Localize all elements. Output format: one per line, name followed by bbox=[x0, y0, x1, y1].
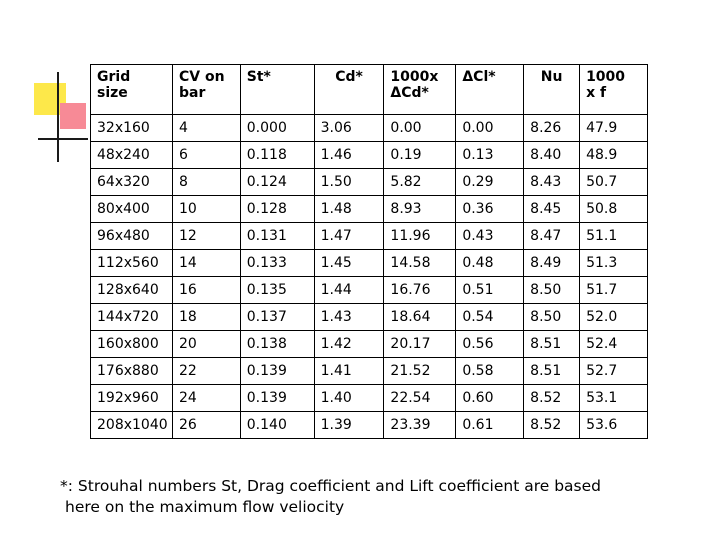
cell-delta-cd: 16.76 bbox=[384, 277, 456, 304]
cell-cd: 1.40 bbox=[314, 385, 384, 412]
cell-nu: 8.51 bbox=[524, 331, 580, 358]
cell-st: 0.135 bbox=[240, 277, 314, 304]
cell-delta-cd: 0.19 bbox=[384, 142, 456, 169]
cell-delta-cl: 0.43 bbox=[456, 223, 524, 250]
cell-delta-cd: 21.52 bbox=[384, 358, 456, 385]
cell-st: 0.000 bbox=[240, 115, 314, 142]
cell-grid-size: 112x560 bbox=[91, 250, 173, 277]
cell-cv-on-bar: 16 bbox=[172, 277, 240, 304]
cell-grid-size: 144x720 bbox=[91, 304, 173, 331]
footnote bbox=[60, 476, 680, 518]
cell-cv-on-bar: 22 bbox=[172, 358, 240, 385]
table-header-row bbox=[91, 65, 648, 115]
cell-grid-size: 48x240 bbox=[91, 142, 173, 169]
table-row bbox=[91, 331, 648, 358]
cell-delta-cl: 0.36 bbox=[456, 196, 524, 223]
cell-frequency: 52.7 bbox=[580, 358, 648, 385]
cell-delta-cd: 22.54 bbox=[384, 385, 456, 412]
table-row bbox=[91, 385, 648, 412]
cell-grid-size: 128x640 bbox=[91, 277, 173, 304]
cell-frequency: 48.9 bbox=[580, 142, 648, 169]
cell-delta-cl: 0.13 bbox=[456, 142, 524, 169]
cell-grid-size: 208x1040 bbox=[91, 412, 173, 439]
cell-delta-cl: 0.56 bbox=[456, 331, 524, 358]
cell-delta-cl: 0.51 bbox=[456, 277, 524, 304]
table-row bbox=[91, 196, 648, 223]
cell-st: 0.131 bbox=[240, 223, 314, 250]
cell-nu: 8.49 bbox=[524, 250, 580, 277]
header-frequency: 1000 x f bbox=[580, 65, 648, 115]
table-row bbox=[91, 142, 648, 169]
cell-nu: 8.43 bbox=[524, 169, 580, 196]
cell-cv-on-bar: 8 bbox=[172, 169, 240, 196]
cell-delta-cl: 0.54 bbox=[456, 304, 524, 331]
cell-delta-cl: 0.61 bbox=[456, 412, 524, 439]
decor-red-square bbox=[60, 103, 86, 129]
cell-frequency: 53.1 bbox=[580, 385, 648, 412]
cell-grid-size: 160x800 bbox=[91, 331, 173, 358]
cell-grid-size: 176x880 bbox=[91, 358, 173, 385]
cell-delta-cl: 0.48 bbox=[456, 250, 524, 277]
cell-cd: 1.46 bbox=[314, 142, 384, 169]
table-row bbox=[91, 169, 648, 196]
table-row bbox=[91, 115, 648, 142]
cell-st: 0.137 bbox=[240, 304, 314, 331]
cell-delta-cl: 0.29 bbox=[456, 169, 524, 196]
cell-nu: 8.51 bbox=[524, 358, 580, 385]
cell-cd: 1.44 bbox=[314, 277, 384, 304]
cell-cd: 1.45 bbox=[314, 250, 384, 277]
footnote-line-2: here on the maximum flow veliocity bbox=[65, 498, 345, 516]
cell-frequency: 51.1 bbox=[580, 223, 648, 250]
cell-grid-size: 192x960 bbox=[91, 385, 173, 412]
cell-cv-on-bar: 6 bbox=[172, 142, 240, 169]
decor-horizontal-line bbox=[38, 138, 88, 140]
cell-st: 0.118 bbox=[240, 142, 314, 169]
cell-delta-cd: 18.64 bbox=[384, 304, 456, 331]
cell-delta-cd: 8.93 bbox=[384, 196, 456, 223]
header-nu: Nu bbox=[524, 65, 580, 115]
cell-cd: 1.42 bbox=[314, 331, 384, 358]
cell-delta-cd: 0.00 bbox=[384, 115, 456, 142]
cell-delta-cd: 23.39 bbox=[384, 412, 456, 439]
cell-frequency: 52.4 bbox=[580, 331, 648, 358]
cell-nu: 8.40 bbox=[524, 142, 580, 169]
cell-st: 0.139 bbox=[240, 358, 314, 385]
header-delta-cl: ΔCl* bbox=[456, 65, 524, 115]
cell-cv-on-bar: 18 bbox=[172, 304, 240, 331]
cell-delta-cd: 11.96 bbox=[384, 223, 456, 250]
cell-grid-size: 96x480 bbox=[91, 223, 173, 250]
cell-delta-cl: 0.00 bbox=[456, 115, 524, 142]
cell-st: 0.140 bbox=[240, 412, 314, 439]
header-grid-size: Grid size bbox=[91, 65, 173, 115]
cell-nu: 8.47 bbox=[524, 223, 580, 250]
cell-grid-size: 64x320 bbox=[91, 169, 173, 196]
cell-nu: 8.26 bbox=[524, 115, 580, 142]
cell-st: 0.138 bbox=[240, 331, 314, 358]
cell-cv-on-bar: 24 bbox=[172, 385, 240, 412]
table-row bbox=[91, 412, 648, 439]
header-delta-cd: 1000x ΔCd* bbox=[384, 65, 456, 115]
table-row bbox=[91, 358, 648, 385]
cell-frequency: 53.6 bbox=[580, 412, 648, 439]
table-row bbox=[91, 304, 648, 331]
cell-delta-cl: 0.60 bbox=[456, 385, 524, 412]
cell-delta-cd: 5.82 bbox=[384, 169, 456, 196]
cell-cd: 1.41 bbox=[314, 358, 384, 385]
cell-st: 0.124 bbox=[240, 169, 314, 196]
cell-cv-on-bar: 12 bbox=[172, 223, 240, 250]
cell-nu: 8.52 bbox=[524, 385, 580, 412]
cell-cv-on-bar: 20 bbox=[172, 331, 240, 358]
table-row bbox=[91, 277, 648, 304]
cell-frequency: 47.9 bbox=[580, 115, 648, 142]
cell-cv-on-bar: 4 bbox=[172, 115, 240, 142]
table-row bbox=[91, 250, 648, 277]
cell-frequency: 51.3 bbox=[580, 250, 648, 277]
cell-nu: 8.45 bbox=[524, 196, 580, 223]
header-cv-on-bar: CV on bar bbox=[172, 65, 240, 115]
header-st: St* bbox=[240, 65, 314, 115]
cell-cd: 1.39 bbox=[314, 412, 384, 439]
cell-cd: 1.43 bbox=[314, 304, 384, 331]
cell-delta-cl: 0.58 bbox=[456, 358, 524, 385]
cell-frequency: 50.7 bbox=[580, 169, 648, 196]
cell-cd: 1.50 bbox=[314, 169, 384, 196]
cell-grid-size: 80x400 bbox=[91, 196, 173, 223]
cell-nu: 8.52 bbox=[524, 412, 580, 439]
cell-cv-on-bar: 10 bbox=[172, 196, 240, 223]
cell-nu: 8.50 bbox=[524, 277, 580, 304]
cell-st: 0.128 bbox=[240, 196, 314, 223]
decor-vertical-line bbox=[57, 72, 59, 162]
cell-frequency: 50.8 bbox=[580, 196, 648, 223]
cell-nu: 8.50 bbox=[524, 304, 580, 331]
cell-cd: 1.48 bbox=[314, 196, 384, 223]
cell-frequency: 52.0 bbox=[580, 304, 648, 331]
cell-cd: 1.47 bbox=[314, 223, 384, 250]
header-cd: Cd* bbox=[314, 65, 384, 115]
cell-st: 0.139 bbox=[240, 385, 314, 412]
cell-grid-size: 32x160 bbox=[91, 115, 173, 142]
cell-cv-on-bar: 14 bbox=[172, 250, 240, 277]
cell-frequency: 51.7 bbox=[580, 277, 648, 304]
table-row bbox=[91, 223, 648, 250]
cell-cv-on-bar: 26 bbox=[172, 412, 240, 439]
cell-st: 0.133 bbox=[240, 250, 314, 277]
cell-delta-cd: 20.17 bbox=[384, 331, 456, 358]
footnote-line-1: *: Strouhal numbers St, Drag coefficient and Lift coefficient are based bbox=[60, 477, 601, 495]
cell-delta-cd: 14.58 bbox=[384, 250, 456, 277]
cell-cd: 3.06 bbox=[314, 115, 384, 142]
results-table bbox=[90, 64, 648, 439]
